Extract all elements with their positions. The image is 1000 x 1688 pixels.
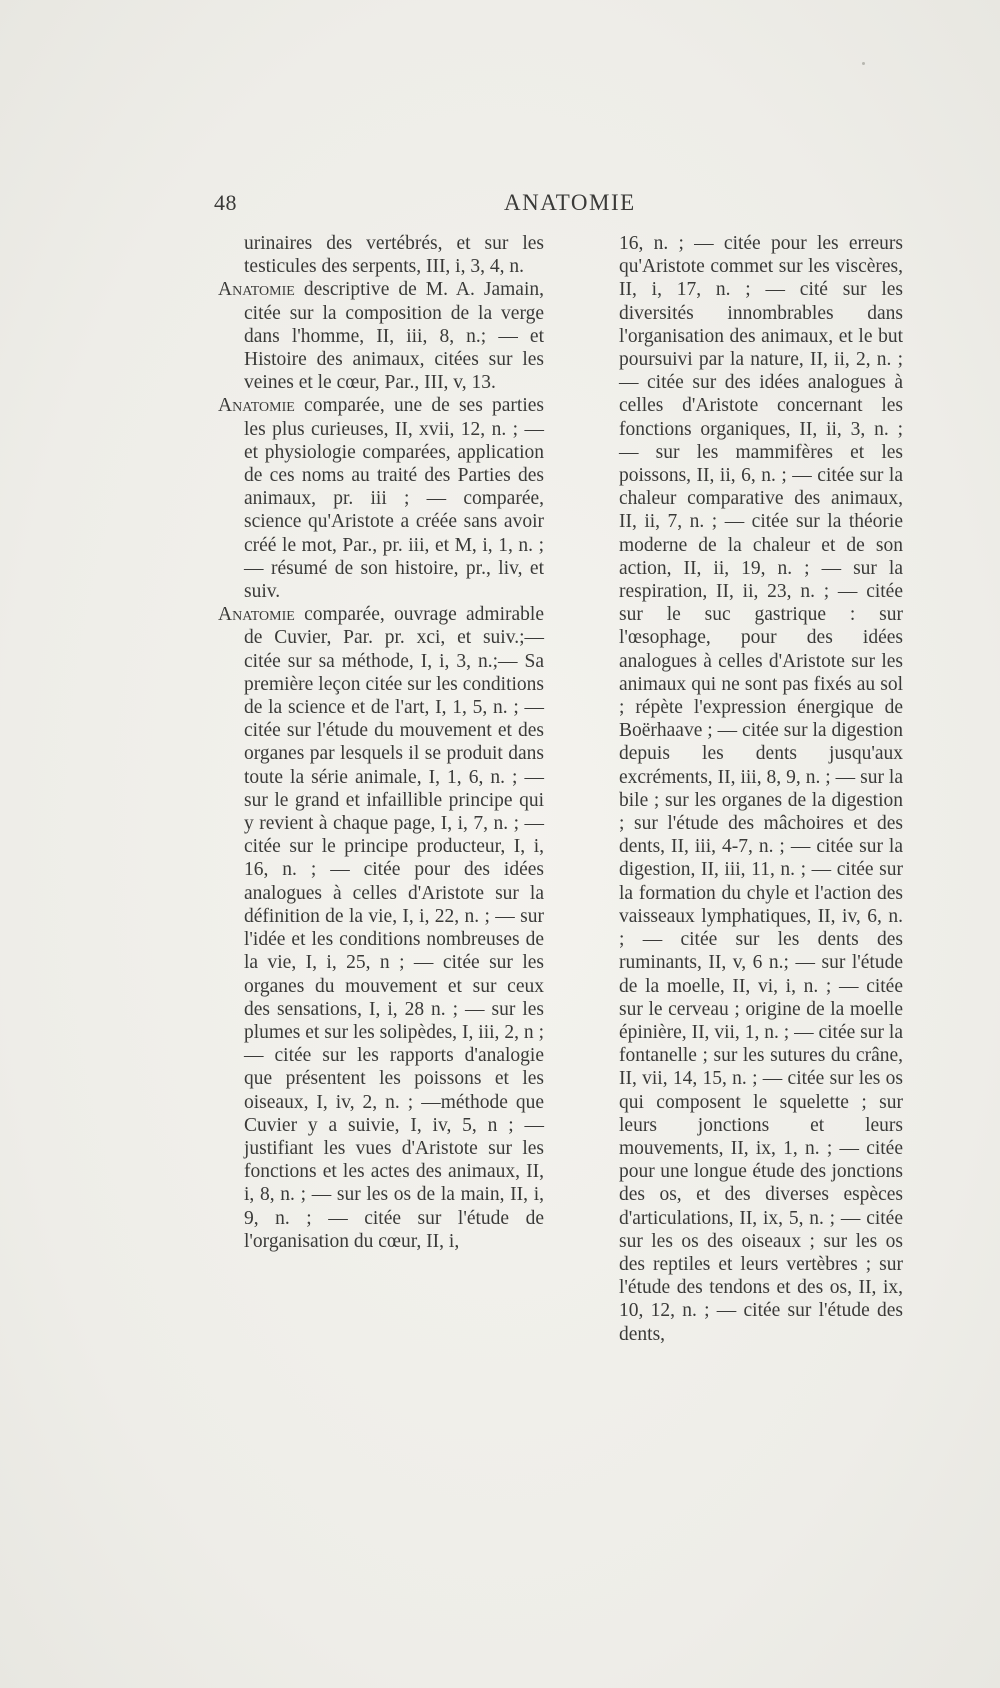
entry-text: descriptive de M. A. Jamain, citée sur la composition de la verge dans l'homme, II, iii, 8, n.; — et Histoire des animaux, citées sur les veines et le cœur, Par., III, v, 13. — [244, 279, 544, 394]
entry-text: 16, n. ; — citée pour les erreurs qu'Aristote commet sur les viscères, II, i, 17, n. ; — cité sur les diversités innombrables dans l'organisation des animaux, et le but poursuivi par la nature, II, ii, 2, n. ; — citée sur des idées analogues à celles d'Aristote concernant les fonctions organiques, II, ii, 3, n. ; — sur les mammifères et les poissons, II, ii, 6, n. ; — citée sur la chaleur comparative des animaux, II, ii, 7, n. ; — citée sur la théorie moderne de la chaleur et de son action, II, ii, 19, n. ; — sur la respiration, II, ii, 23, n. ; — citée sur le suc gastrique : sur l'œsophage, pour des idées analogues à celles d'Aristote sur les animaux qui ne sont pas fixés au sol ; répète l'expression énergique de Boërhaave ; — citée sur la digestion depuis les dents jusqu'aux excréments, II, iii, 8, 9, n. ; — sur la bile ; sur les organes de la digestion ; sur l'étude des mâchoires et des dents, II, iii, 4-7, n. ; — citée sur la digestion, II, iii, 11, n. ; — citée sur la formation du chyle et l'action des vaisseaux lymphatiques, II, iv, 6, n. ; — citée sur les dents des ruminants, II, v, 6 n.; — sur l'étude de la moelle, II, vi, i, n. ; — citée sur le cerveau ; origine de la moelle épinière, II, vii, 1, n. ; — citée sur la fontanelle ; sur les sutures du crâne, II, vii, 14, 15, n. ; — citée sur les os qui composent le squelette ; sur leurs jonctions et leurs mouvements, II, ix, 1, n. ; — citée pour une longue étude des jonctions des os, et des diverses espèces d'articulations, II, ix, 5, n. ; — citée sur les os des oiseaux ; sur les os des reptiles et leurs vertèbres ; sur l'étude des tendons et des os, II, ix, 10, 12, n. ; — citée sur l'étude des dents, — [619, 233, 903, 1345]
entry-text: comparée, une de ses parties les plus curieuses, II, xvii, 12, n. ; — et physiologie comparées, application de ces noms au traité des Parties des animaux, pr. iii ; — comparée, science qu'Aristote a créée sans avoir créé le mot, Par., pr. iii, et M, i, 1, n. ; — résumé de son histoire, pr., liv, et suiv. — [244, 395, 544, 603]
page-title: ANATOMIE — [504, 190, 636, 215]
page-number: 48 — [214, 190, 237, 215]
index-entry — [218, 278, 544, 394]
index-entry-continuation — [218, 232, 544, 278]
entry-text: comparée, ouvrage admirable de Cuvier, Par. pr. xci, et suiv.;— citée sur sa méthode, I, i, 3, n.;— Sa première leçon citée sur les conditions de la science et de l'art, I, 1, 5, n. ; — citée sur l'étude du mouvement et des organes par lesquels il se produit dans toute la série animale, I, 1, 6, n. ; — sur le grand et infaillible principe qui y revient à chaque page, I, i, 7, n. ; — citée sur le principe producteur, I, i, 16, n. ; — citée pour des idées analogues à celles d'Aristote sur la définition de la vie, I, i, 22, n. ; — sur l'idée et les conditions nombreuses de la vie, I, i, 25, n ; — citée sur les organes du mouvement et sur ceux des sensations, I, i, 28 n. ; — sur les plumes et sur les solipèdes, I, iii, 2, n ; — citée sur les rapports d'analogie que présentent les poissons et les oiseaux, I, iv, 2, n. ; —méthode que Cuvier y a suivie, I, iv, 5, n ; — justifiant les vues d'Aristote sur les fonctions et les actes des animaux, II, i, 8, n. ; — sur les os de la main, II, i, 9, n. ; — citée sur l'étude de l'organisation du cœur, II, i, — [244, 604, 544, 1252]
entry-term: Anatomie — [218, 395, 295, 417]
entry-term: Anatomie — [218, 604, 295, 626]
running-head — [214, 190, 894, 220]
index-entry-continuation — [593, 232, 903, 1346]
entry-term: Anatomie — [218, 279, 295, 301]
entry-text: urinaires des vertébrés, et sur les testicules des serpents, III, i, 3, 4, n. — [244, 233, 544, 278]
index-entry — [218, 603, 544, 1253]
right-column — [593, 232, 903, 1346]
index-entry — [218, 394, 544, 603]
paper-speck — [862, 62, 865, 65]
left-column — [218, 232, 544, 1253]
